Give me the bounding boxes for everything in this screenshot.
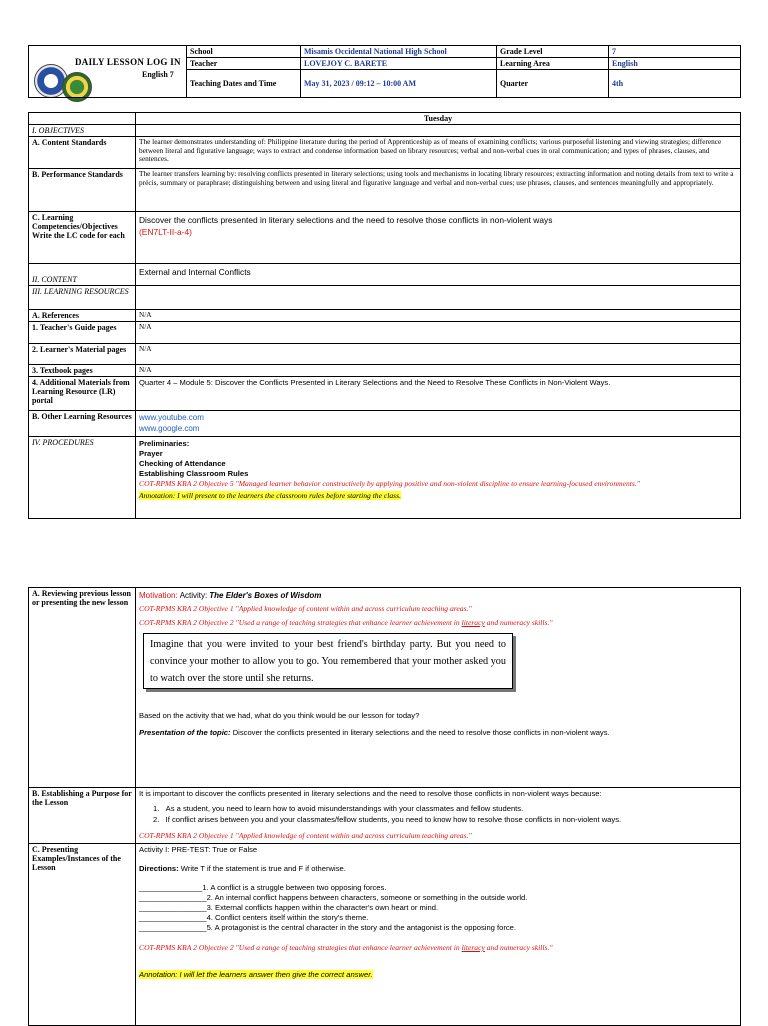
- classroom-rules: Establishing Classroom Rules: [139, 469, 249, 478]
- header-left-frame: [28, 45, 187, 98]
- procedures-table: [28, 587, 741, 1026]
- cot-a2-post: and numeracy skills.": [484, 618, 553, 627]
- content-value: External and Internal Conflicts: [136, 264, 741, 286]
- cot-a2-pre: COT-RPMS KRA 2 Objective 2 "Used a range of teaching strategies that enhance learner achievement in: [139, 618, 462, 627]
- additional-materials-value: Quarter 4 – Module 5: Discover the Conflicts Presented in Literary Selections and the Need to Resolve These Conflicts in Non-Violent Ways.: [136, 377, 741, 411]
- activity-title: The Elder's Boxes of Wisdom: [209, 591, 322, 600]
- purpose-item-2: If conflict arises between you and your classmates/fellow students, you need to know how to resolve those conflicts in non-violent ways.: [165, 815, 622, 824]
- pretest-item: ________________3. External conflicts happen within the character's own heart or mind.: [139, 903, 439, 912]
- quarter-value: 4th: [609, 70, 741, 98]
- scenario-box: [143, 633, 513, 689]
- presentation-text: Discover the conflicts presented in literary selections and the need to resolve those conflicts in non-violent ways.: [232, 728, 610, 737]
- preliminaries: Preliminaries:: [139, 439, 190, 448]
- objectives-table: [28, 112, 741, 519]
- scenario-text: Imagine that you were invited to your best friend's birthday party. But you need to convince your mother to allow you to go. You remembered that your mother asked you to watch over the store until she returns.: [150, 639, 506, 684]
- content-standards-text: The learner demonstrates understanding of: Philippine literature during the period of Apprenticeship as of means of examining conflicts; various purposeful listening and viewing strategies; difference between literal and figurative language; ways to extract and condense information based on library resources; verbal and non-verbal cues in oral communication; and types of phrases, clauses, and sentences.: [136, 137, 741, 169]
- section-c-label: C. Presenting Examples/Instances of the Lesson: [29, 844, 136, 1026]
- section-b-cell: [136, 788, 741, 844]
- section-b-label: B. Establishing a Purpose for the Lesson: [29, 788, 136, 844]
- annotation-2: Annotation: I will let the learners answer then give the correct answer.: [139, 970, 373, 979]
- teacher-value: LOVEJOY C. BARETE: [301, 58, 497, 70]
- quarter-label: Quarter: [497, 70, 609, 98]
- pretest-item: _______________1. A conflict is a struggle between two opposing forces.: [139, 883, 387, 892]
- purpose-item-1: As a student, you need to learn how to avoid misunderstandings with your classmates and fellow students.: [165, 804, 524, 813]
- cot-c-pre: COT-RPMS KRA 2 Objective 2 "Used a range of teaching strategies that enhance learner achievement in: [139, 943, 462, 952]
- procedures-label: IV. PROCEDURES: [29, 437, 136, 519]
- performance-standards-text: The learner transfers learning by: resolving conflicts presented in literary selections; using tools and mechanisms in locating library resources; extracting information and noting details from text to write a précis, summary or paraphrase; distinguishing between and using literal and figurative language and verbal and non-verbal cues; use phrases, clauses, and sentences meaningfully and appropriately.: [136, 169, 741, 212]
- cot-a-objective-1: COT-RPMS KRA 2 Objective 1 "Applied knowledge of content within and across curriculum teaching areas.": [139, 604, 472, 613]
- prayer: Prayer: [139, 449, 163, 458]
- pretest-title: Activity I: PRE-TEST: True or False: [139, 845, 258, 854]
- pretest-item: ________________2. An internal conflict happens between characters, someone or something in the outside world.: [139, 893, 528, 902]
- additional-materials-label: 4. Additional Materials from Learning Resource (LR) portal: [29, 377, 136, 411]
- presentation-line: [139, 728, 737, 738]
- area-label: Learning Area: [497, 58, 609, 70]
- teachers-guide-label: 1. Teacher's Guide pages: [29, 322, 136, 344]
- annotation-1: Annotation: I will present to the learners the classroom rules before starting the class.: [139, 491, 401, 500]
- motivation-line: [139, 590, 737, 602]
- learning-resources-label: III. LEARNING RESOURCES: [29, 286, 136, 310]
- section-a-label: A. Reviewing previous lesson or presenting the new lesson: [29, 588, 136, 788]
- attendance: Checking of Attendance: [139, 459, 226, 468]
- grade-value: 7: [609, 46, 741, 58]
- pretest-items: [139, 883, 737, 933]
- google-link[interactable]: www.google.com: [139, 424, 200, 433]
- directions-text: Write T if the statement is true and F if otherwise.: [180, 864, 346, 873]
- youtube-link[interactable]: www.youtube.com: [139, 413, 204, 422]
- cot-objective-5: COT-RPMS KRA 2 Objective 5 "Managed learner behavior constructively by applying positive and non-violent discipline to ensure learning-focused environments.": [139, 479, 640, 488]
- school-label: School: [187, 46, 301, 58]
- teachers-guide-value: N/A: [136, 322, 741, 344]
- section-c-cell: [136, 844, 741, 1026]
- learners-material-label: 2. Learner's Material pages: [29, 344, 136, 365]
- competency-text: Discover the conflicts presented in literary selections and the need to resolve those conflicts in non-violent ways: [139, 215, 553, 225]
- procedures-cell: [136, 437, 741, 519]
- purpose-item-2-line: 2. If conflict arises between you and your classmates/fellow students, you need to know how to resolve those conflicts in non-violent ways.: [153, 815, 622, 824]
- references-value: N/A: [136, 310, 741, 322]
- textbook-label: 3. Textbook pages: [29, 365, 136, 377]
- lesson-question: Based on the activity that we had, what do you think would be our lesson for today?: [139, 711, 420, 720]
- cot-c-post: and numeracy skills.": [484, 943, 553, 952]
- competency-cell: [136, 212, 741, 264]
- subject-label: English 7: [142, 70, 174, 79]
- day-header: Tuesday: [136, 113, 741, 125]
- competency-code: (EN7LT-II-a-4): [139, 227, 192, 237]
- dates-label: Teaching Dates and Time: [187, 70, 301, 98]
- school-value: Misamis Occidental National High School: [301, 46, 497, 58]
- content-standards-label: A. Content Standards: [29, 137, 136, 169]
- textbook-value: N/A: [136, 365, 741, 377]
- performance-standards-label: B. Performance Standards: [29, 169, 136, 212]
- objectives-label: I. OBJECTIVES: [29, 125, 136, 137]
- cot-b-objective-1: COT-RPMS KRA 2 Objective 1 "Applied knowledge of content within and across curriculum teaching areas.": [139, 831, 472, 840]
- section-a-cell: [136, 588, 741, 788]
- grade-label: Grade Level: [497, 46, 609, 58]
- dates-value: May 31, 2023 / 09:12 – 10:00 AM: [301, 70, 497, 98]
- references-label: A. References: [29, 310, 136, 322]
- learners-material-value: N/A: [136, 344, 741, 365]
- cot-c-objective-2: [139, 943, 737, 952]
- cot-a2-literacy: literacy: [461, 618, 485, 627]
- cot-a-objective-2: [139, 616, 737, 630]
- other-resources-label: B. Other Learning Resources: [29, 411, 136, 437]
- cot-c-literacy: literacy: [461, 943, 485, 952]
- motivation-label: Motivation:: [139, 591, 178, 600]
- activity-label: Activity:: [179, 591, 208, 600]
- header-info-table: [186, 45, 741, 98]
- lesson-log-title: DAILY LESSON LOG IN: [75, 57, 181, 67]
- competency-label: C. Learning Competencies/Objectives Write the LC code for each: [29, 212, 136, 264]
- directions-label: Directions:: [139, 864, 179, 873]
- purpose-intro: It is important to discover the conflicts presented in literary selections and the need to resolve those conflicts in non-violent ways because:: [139, 789, 602, 798]
- annotation-1-line: [139, 489, 737, 501]
- pretest-item: ________________5. A protagonist is the central character in the story and the antagonist is the opposing force.: [139, 923, 516, 932]
- teacher-label: Teacher: [187, 58, 301, 70]
- content-label: II. CONTENT: [29, 264, 136, 286]
- other-resources-cell: [136, 411, 741, 437]
- annotation-2-line: [139, 964, 737, 982]
- area-value: English: [609, 58, 741, 70]
- purpose-item-1-line: 1. As a student, you need to learn how to avoid misunderstandings with your classmates and fellow students.: [153, 804, 524, 813]
- directions-line: [139, 864, 737, 874]
- presentation-label: Presentation of the topic:: [139, 728, 231, 737]
- pretest-item: ________________4. Conflict centers itself within the story's theme.: [139, 913, 369, 922]
